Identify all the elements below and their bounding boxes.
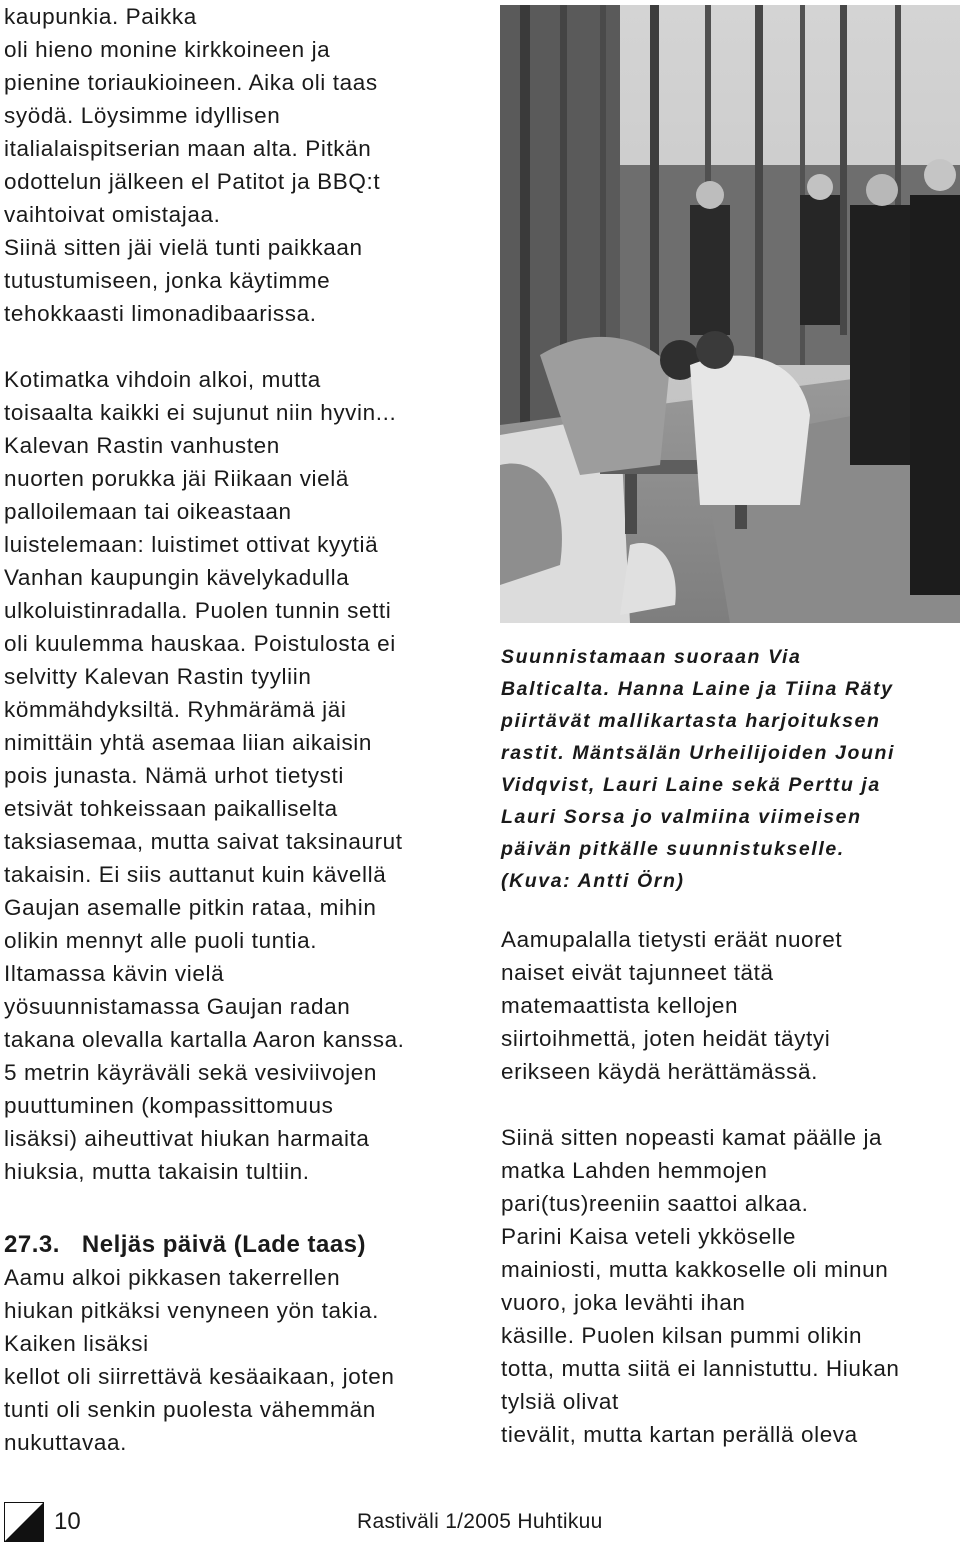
text-line: nukuttavaa. [4,1430,127,1455]
caption-line: Lauri Sorsa jo valmiina viimeisen [501,806,862,828]
text-line: ulkoluistinradalla. Puolen tunnin setti [4,598,392,623]
heading-title: Neljäs päivä (Lade taas) [81,1231,367,1258]
text-line: luistelemaan: luistimet ottivat kyytiä [4,532,379,557]
text-line: pari(tus)reeniin saattoi alkaa. [501,1191,809,1216]
text-line: italialaispitserian maan alta. Pitkän [4,136,372,161]
journal-title: Rastiväli 1/2005 Huhtikuu [357,1510,603,1533]
caption-line: rastit. Mäntsälän Urheilijoiden Jouni [501,742,896,764]
right-column [501,0,957,1451]
corner-mark-icon [4,1502,44,1542]
text-line: Iltamassa kävin vielä [4,961,225,986]
text-line: toisaalta kaikki ei sujunut niin hyvin... [4,400,397,425]
text-line: Siinä sitten jäi vielä tunti paikkaan [4,235,363,260]
text-line: kömmähdyksiltä. Ryhmärämä jäi [4,697,347,722]
text-line: mainiosti, mutta kakkoselle oli minun [501,1257,889,1282]
text-line: oli hieno monine kirkkoineen ja [4,37,331,62]
text-line: odottelun jälkeen el Patitot ja BBQ:t [4,169,381,194]
text-line: pienine toriaukioineen. Aika oli taas [4,70,378,95]
text-line: kellot oli siirrettävä kesäaikaan, joten [4,1364,395,1389]
caption-line: Vidqvist, Lauri Laine sekä Perttu ja [501,774,881,796]
caption-line: piirtävät mallikartasta harjoituksen [501,710,881,732]
page-footer [0,1500,960,1548]
text-line: Siinä sitten nopeasti kamat päälle ja [501,1125,883,1150]
text-line: erikseen käydä herättämässä. [501,1059,818,1084]
text-line: Kalevan Rastin vanhusten [4,433,280,458]
text-line: totta, mutta siitä ei lannistuttu. Hiukan [501,1356,900,1381]
text-line: taksiasemaa, mutta saivat taksinaurut [4,829,403,854]
text-line: oli kuulemma hauskaa. Poistulosta ei [4,631,396,656]
text-line: tehokkaasti limonadibaarissa. [4,301,317,326]
paragraph [4,1261,484,1459]
text-line: syödä. Löysimme idyllisen [4,103,281,128]
text-line: olikin mennyt alle puoli tuntia. [4,928,318,953]
heading-date: 27.3. [4,1231,60,1258]
paragraph [4,0,484,330]
text-line: Kotimatka vihdoin alkoi, mutta [4,367,321,392]
text-line: nimittäin yhtä asemaa liian aikaisin [4,730,373,755]
caption-line: päivän pitkälle suunnistukselle. [501,838,845,860]
text-line: matemaattista kellojen [501,993,739,1018]
text-line: vaihtoivat omistajaa. [4,202,221,227]
text-line: käsille. Puolen kilsan pummi olikin [501,1323,863,1348]
text-line: etsivät tohkeissaan paikalliselta [4,796,338,821]
text-line: naiset eivät tajunneet tätä [501,960,774,985]
left-column [4,0,484,1459]
photo-caption [501,641,957,897]
caption-line: Balticalta. Hanna Laine ja Tiina Räty [501,678,894,700]
text-line: palloilemaan tai oikeastaan [4,499,292,524]
text-line: takaisin. Ei siis auttanut kuin kävellä [4,862,387,887]
text-line: 5 metrin käyräväli sekä vesiviivojen [4,1060,377,1085]
text-line: matka Lahden hemmojen [501,1158,768,1183]
text-line: yösuunnistamassa Gaujan radan [4,994,351,1019]
caption-line: (Kuva: Antti Örn) [501,870,685,892]
page-number: 10 [54,1508,81,1535]
text-line: siirtoihmettä, joten heidät täytyi [501,1026,831,1051]
text-line: Aamupalalla tietysti eräät nuoret [501,927,843,952]
text-line: puuttuminen (kompassittomuus [4,1093,334,1118]
text-line: tylsiä olivat [501,1389,619,1414]
text-line: Gaujan asemalle pitkin rataa, mihin [4,895,377,920]
text-line: kaupunkia. Paikka [4,4,197,29]
text-line: takana olevalla kartalla Aaron kanssa. [4,1027,405,1052]
paragraph [4,363,484,1188]
section-heading [4,1228,484,1261]
paragraph [501,923,957,1088]
text-line: pois junasta. Nämä urhot tietysti [4,763,344,788]
text-line: Aamu alkoi pikkasen takerrellen [4,1265,341,1290]
text-line: tunti oli senkin puolesta vähemmän [4,1397,376,1422]
text-line: Parini Kaisa veteli ykköselle [501,1224,797,1249]
text-line: hiukan pitkäksi venyneen yön takia. [4,1298,379,1323]
text-line: selvitty Kalevan Rastin tyyliin [4,664,312,689]
caption-line: Suunnistamaan suoraan Via [501,646,802,668]
text-line: Kaiken lisäksi [4,1331,149,1356]
text-line: hiuksia, mutta takaisin tultiin. [4,1159,310,1184]
text-line: vuoro, joka levähti ihan [501,1290,746,1315]
text-line: lisäksi) aiheuttivat hiukan harmaita [4,1126,370,1151]
text-line: tutustumiseen, jonka käytimme [4,268,331,293]
text-line: tievälit, mutta kartan perällä oleva [501,1422,858,1447]
text-line: Vanhan kaupungin kävelykadulla [4,565,350,590]
text-line: nuorten porukka jäi Riikaan vielä [4,466,349,491]
paragraph [501,1121,957,1451]
